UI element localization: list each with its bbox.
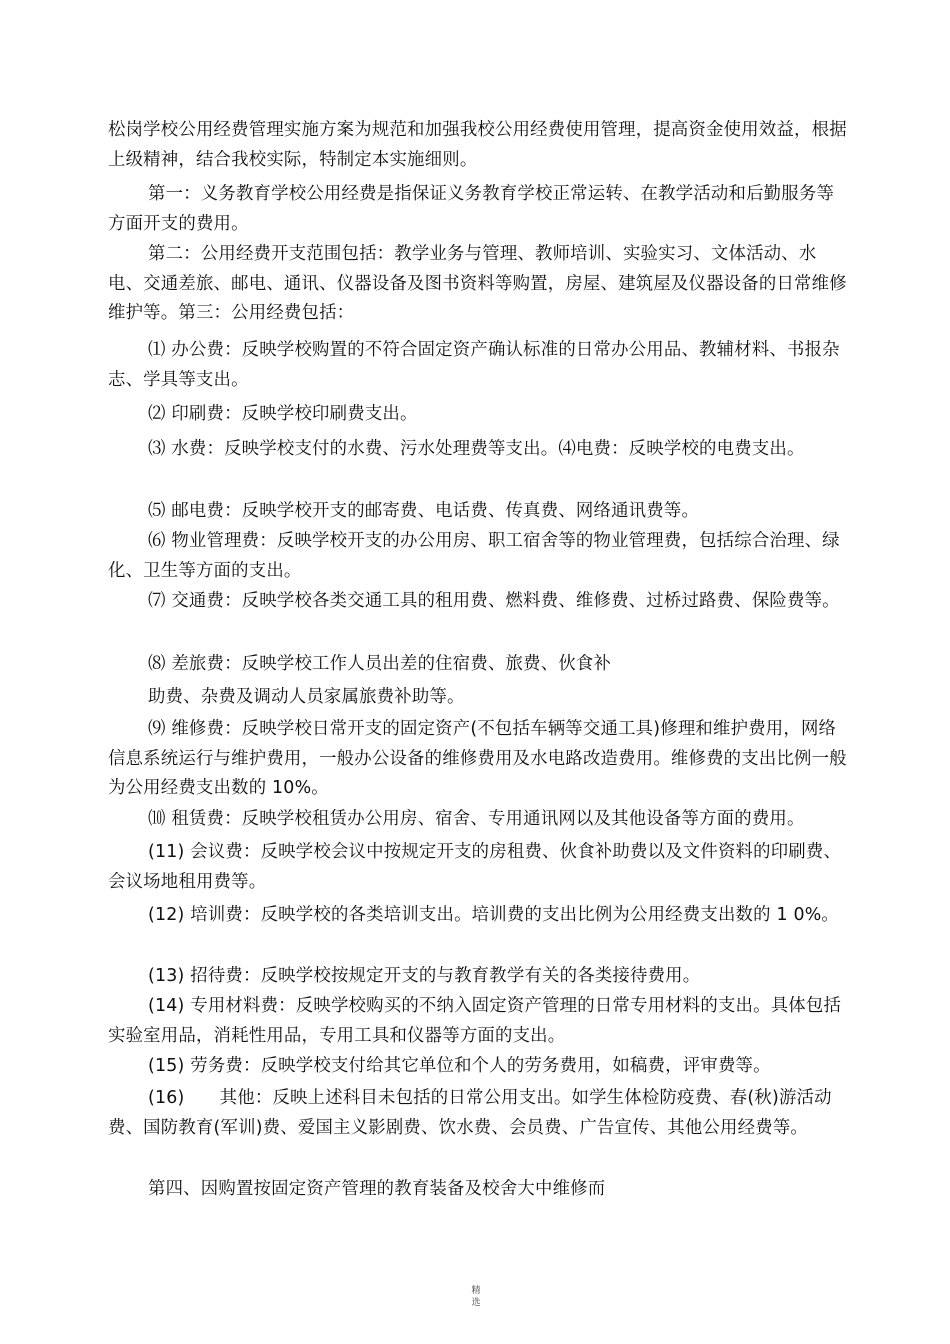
item-6-property-management: ⑹ 物业管理费：反映学校开支的办公用房、职工宿舍等的物业管理费，包括综合治理、绿化、卫生等方面的支出。 bbox=[108, 531, 840, 581]
item-12-training-expenses: (12) 培训费：反映学校的各类培训支出。培训费的支出比例为公用经费支出数的 1 0%。 bbox=[148, 905, 840, 925]
item-5-postal-telecom: ⑸ 邮电费：反映学校开支的邮寄费、电话费、传真费、网络通讯费等。 bbox=[148, 501, 700, 521]
section-one-paragraph: 第一：义务教育学校公用经费是指保证义务教育学校正常运转、在教学活动和后勤服务等方面开支的费用。 bbox=[108, 184, 835, 234]
footer-char-2: 选 bbox=[471, 1298, 481, 1308]
item-7-transportation: ⑺ 交通费：反映学校各类交通工具的租用费、燃料费、维修费、过桥过路费、保险费等。 bbox=[148, 591, 840, 611]
item-1-office-expenses: ⑴ 办公费：反映学校购置的不符合固定资产确认标准的日常办公用品、教辅材料、书报杂志、学具等支出。 bbox=[108, 340, 840, 390]
item-8-travel-continued: 助费、杂费及调动人员家属旅费补助等。 bbox=[148, 687, 465, 707]
item-14-special-materials: (14) 专用材料费：反映学校购买的不纳入固定资产管理的日常专用材料的支出。具体包括实验室用品，消耗性用品，专用工具和仪器等方面的支出。 bbox=[108, 996, 842, 1046]
intro-paragraph: 松岗学校公用经费管理实施方案为规范和加强我校公用经费使用管理，提高资金使用效益，根据上级精神，结合我校实际，特制定本实施细则。 bbox=[108, 120, 847, 170]
item-3-4-water-electricity: ⑶ 水费：反映学校支付的水费、污水处理费等支出。⑷电费：反映学校的电费支出。 bbox=[148, 439, 805, 459]
footer-char-1: 精 bbox=[471, 1286, 481, 1296]
item-8-travel-expenses: ⑻ 差旅费：反映学校工作人员出差的住宿费、旅费、伙食补 bbox=[148, 654, 612, 674]
section-four-paragraph: 第四、因购置按固定资产管理的教育装备及校舍大中维修而 bbox=[148, 1179, 606, 1199]
item-9-maintenance: ⑼ 维修费：反映学校日常开支的固定资产(不包括车辆等交通工具)修理和维护费用，网络信息系统运行与维护费用，一般办公设备的维修费用及水电路改造费用。维修费的支出比例一般为公用经费支出数的 10%。 bbox=[108, 719, 847, 798]
section-two-paragraph: 第二：公用经费开支范围包括：教学业务与管理、教师培训、实验实习、文体活动、水电、交通差旅、邮电、通讯、仪器设备及图书资料等购置，房屋、建筑屋及仪器设备的日常维修维护等。第三：公用经费包括： bbox=[108, 244, 847, 323]
item-2-printing-expenses: ⑵ 印刷费：反映学校印刷费支出。 bbox=[148, 404, 418, 424]
item-13-hospitality: (13) 招待费：反映学校按规定开支的与教育教学有关的各类接待费用。 bbox=[148, 966, 701, 986]
page-footer-mark bbox=[466, 1285, 486, 1309]
item-16-other-expenses: (16) 其他：反映上述科目未包括的日常公用支出。如学生体检防疫费、春(秋)游活动费、国防教育(军训)费、爱国主义影剧费、饮水费、会员费、广告宣传、其他公用经费等。 bbox=[108, 1088, 832, 1138]
item-11-meeting-expenses: (11) 会议费：反映学校会议中按规定开支的房租费、伙食补助费以及文件资料的印刷费、会议场地租用费等。 bbox=[108, 842, 842, 892]
item-10-rental: ⑽ 租赁费：反映学校租赁办公用房、宿舍、专用通讯网以及其他设备等方面的费用。 bbox=[148, 809, 805, 829]
item-15-labor-fees: (15) 劳务费：反映学校支付给其它单位和个人的劳务费用，如稿费，评审费等。 bbox=[148, 1056, 771, 1076]
